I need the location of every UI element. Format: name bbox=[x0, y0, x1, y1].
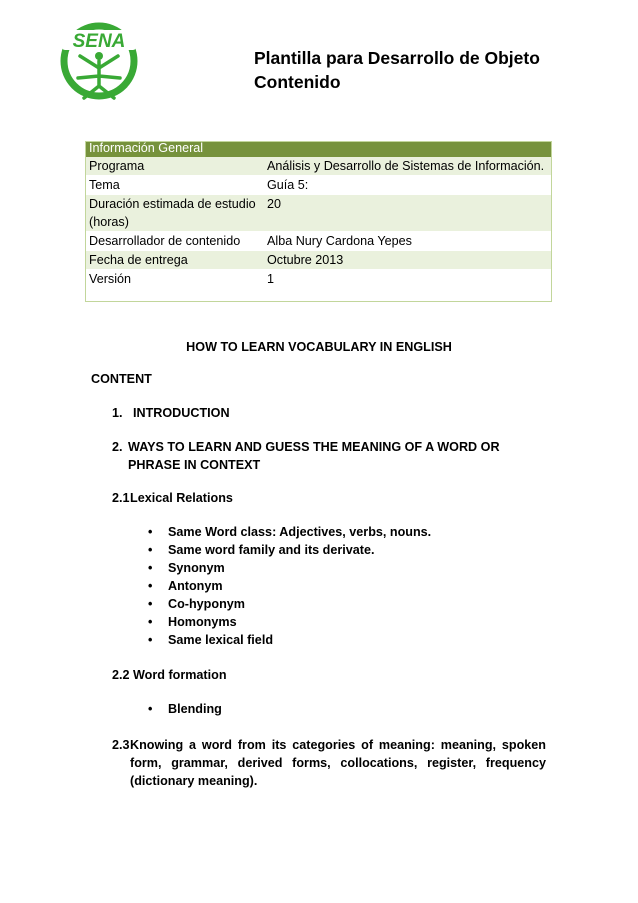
table-row bbox=[86, 232, 552, 251]
list-item bbox=[148, 631, 431, 649]
table-row bbox=[86, 176, 552, 195]
bullet-glyph: • bbox=[148, 525, 153, 539]
section-number: 2.3 bbox=[112, 738, 130, 752]
list-item bbox=[148, 523, 431, 541]
list-item-text: Blending bbox=[168, 702, 222, 716]
list-item bbox=[148, 700, 222, 718]
row-value: Octubre 2013 bbox=[261, 251, 552, 270]
table-header-row bbox=[86, 141, 552, 157]
section-number: 1. bbox=[112, 406, 123, 420]
list-item-text: Co-hyponym bbox=[168, 597, 245, 611]
list-item bbox=[148, 541, 431, 559]
table-row bbox=[86, 195, 552, 232]
row-label: Duración estimada de estudio (horas) bbox=[86, 195, 261, 232]
lexical-relations-list bbox=[148, 523, 431, 649]
document-title bbox=[254, 46, 594, 94]
section-2-3 bbox=[112, 736, 546, 790]
list-item-text: Same Word class: Adjectives, verbs, nouns. bbox=[168, 525, 432, 539]
sena-logo bbox=[60, 16, 138, 102]
list-item-text: Same word family and its derivate. bbox=[168, 543, 375, 557]
row-label: Fecha de entrega bbox=[86, 251, 261, 270]
bullet-glyph: • bbox=[148, 615, 153, 629]
bullet-glyph: • bbox=[148, 579, 153, 593]
row-label: Versión bbox=[86, 270, 261, 289]
table-row bbox=[86, 270, 552, 289]
bullet-glyph: • bbox=[148, 633, 153, 647]
table-row bbox=[86, 251, 552, 270]
row-label: Programa bbox=[86, 157, 261, 176]
row-value: 1 bbox=[261, 270, 552, 289]
list-item-text: Same lexical field bbox=[168, 633, 274, 647]
list-item bbox=[148, 595, 431, 613]
row-label: Tema bbox=[86, 176, 261, 195]
row-value: Análisis y Desarrollo de Sistemas de Información. bbox=[261, 157, 552, 176]
main-title: HOW TO LEARN VOCABULARY IN ENGLISH bbox=[186, 340, 452, 354]
content-label: CONTENT bbox=[91, 372, 152, 386]
section-text: INTRODUCTION bbox=[133, 406, 230, 420]
list-item-text: Homonyms bbox=[168, 615, 237, 629]
section-text: WAYS TO LEARN AND GUESS THE MEANING OF A WORD OR PHRASE IN CONTEXT bbox=[128, 440, 500, 472]
row-value: 20 bbox=[261, 195, 552, 232]
section-number: 2.2 bbox=[112, 668, 130, 682]
logo-text: SENA bbox=[72, 31, 126, 52]
title-line-1: Plantilla para Desarrollo de Objeto bbox=[254, 48, 540, 68]
section-number: 2.1 bbox=[112, 491, 130, 505]
title-line-2: Contenido bbox=[254, 72, 341, 92]
section-number: 2. bbox=[112, 440, 123, 454]
list-item-text: Synonym bbox=[168, 561, 225, 575]
bullet-glyph: • bbox=[148, 561, 153, 575]
general-info-table bbox=[86, 141, 552, 289]
section-1 bbox=[112, 404, 552, 422]
list-item-text: Antonym bbox=[168, 579, 223, 593]
section-text: Knowing a word from its categories of meaning: meaning, spoken form, grammar, derived forms, collocations, register, frequency (dictionary meaning). bbox=[130, 738, 546, 788]
section-text: Lexical Relations bbox=[130, 491, 233, 505]
table-header: Información General bbox=[86, 141, 552, 157]
list-item bbox=[148, 559, 431, 577]
section-text: Word formation bbox=[133, 668, 227, 682]
row-value: Guía 5: bbox=[261, 176, 552, 195]
section-2-2 bbox=[112, 666, 532, 684]
section-2 bbox=[112, 438, 532, 474]
bullet-glyph: • bbox=[148, 702, 153, 716]
list-item bbox=[148, 577, 431, 595]
bullet-glyph: • bbox=[148, 597, 153, 611]
list-item bbox=[148, 613, 431, 631]
word-formation-list bbox=[148, 700, 222, 718]
row-label: Desarrollador de contenido bbox=[86, 232, 261, 251]
table-row bbox=[86, 157, 552, 176]
section-2-1 bbox=[112, 489, 532, 507]
row-value: Alba Nury Cardona Yepes bbox=[261, 232, 552, 251]
bullet-glyph: • bbox=[148, 543, 153, 557]
